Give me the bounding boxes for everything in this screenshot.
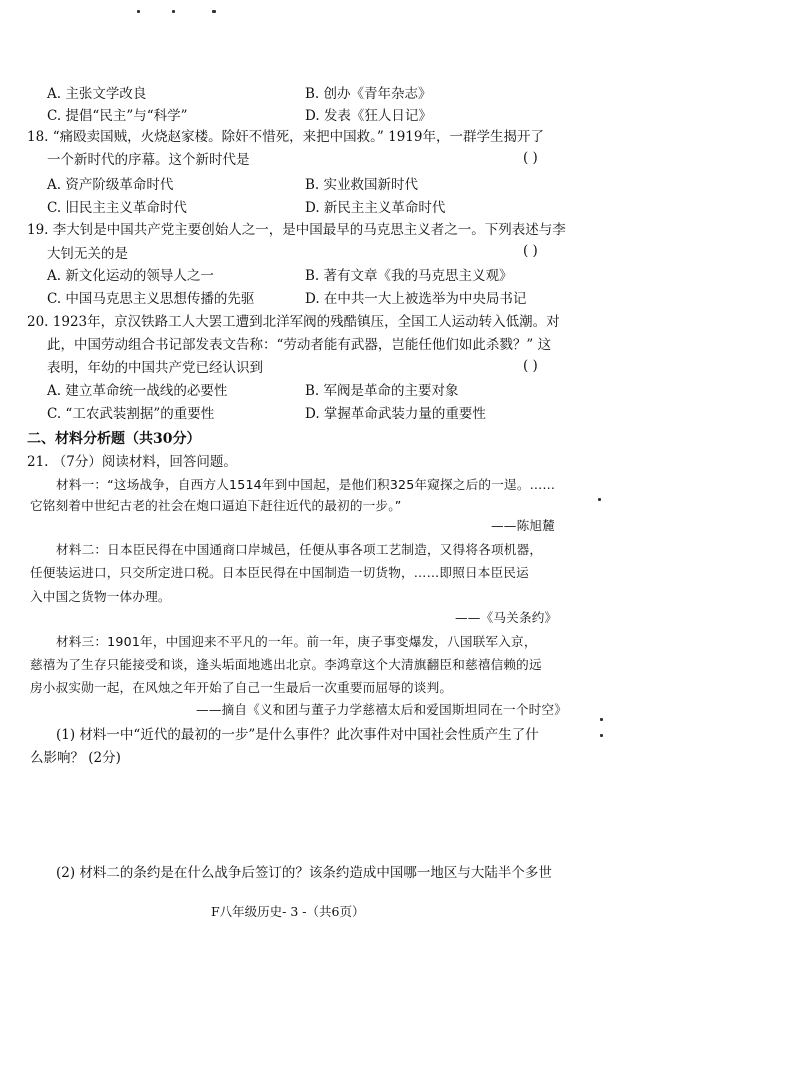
q18-option-b: B. 实业救国新时代 [305, 177, 419, 193]
q20-stem-line2: 此，中国劳动组合书记部发表文告称：“劳动者能有武器，岂能任他们如此杀戮？” 这 [47, 337, 552, 353]
q19-option-b: B. 著有文章《我的马克思主义观》 [305, 268, 513, 284]
material-2-source: ——《马关条约》 [455, 610, 558, 625]
q20-option-c: C. “工农武装割据”的重要性 [47, 406, 215, 422]
material-3-line3: 房小叔实勋一起，在风烛之年开始了自己一生最后一次重要而屈辱的谈判。 [30, 680, 453, 695]
q17-option-b: B. 创办《青年杂志》 [305, 86, 432, 102]
section-heading: 二、材料分析题（共30分） [27, 431, 201, 447]
page-footer: F八年级历史- 3 -（共6页） [211, 904, 365, 919]
q18-answer-bracket: ( ) [523, 150, 538, 166]
q19-option-c: C. 中国马克思主义思想传播的先驱 [47, 291, 255, 307]
scan-speck [600, 718, 603, 721]
material-1-line1: 材料一：“这场战争，自西方人1514年到中国起，是他们积325年窥探之后的一逞。…… [56, 477, 556, 492]
q19-answer-bracket: ( ) [523, 243, 538, 259]
scan-speck [172, 10, 175, 13]
q18-option-a: A. 资产阶级革命时代 [47, 177, 174, 193]
q17-option-d: D. 发表《狂人日记》 [305, 108, 432, 124]
q20-option-b: B. 军阀是革命的主要对象 [305, 383, 459, 399]
material-2-line1: 材料二：日本臣民得在中国通商口岸城邑，任便从事各项工艺制造，又得将各项机器， [56, 542, 543, 557]
q19-option-a: A. 新文化运动的领导人之一 [47, 268, 214, 284]
q20-stem-line1: 20. 1923年，京汉铁路工人大罢工遭到北洋军阀的残酷镇压，全国工人运动转入低潮。对 [27, 314, 560, 330]
q17-option-a: A. 主张文学改良 [47, 86, 147, 102]
material-2-line2: 任便装运进口，只交所定进口税。日本臣民得在中国制造一切货物，……即照日本臣民运 [30, 565, 529, 580]
q18-stem-line2: 一个新时代的序幕。这个新时代是 [47, 152, 250, 168]
q20-option-d: D. 掌握革命武装力量的重要性 [305, 406, 486, 422]
q20-answer-bracket: ( ) [523, 358, 538, 374]
q18-option-c: C. 旧民主主义革命时代 [47, 200, 187, 216]
q20-option-a: A. 建立革命统一战线的必要性 [47, 383, 228, 399]
scan-speck [600, 734, 603, 737]
q19-stem-line1: 19. 李大钊是中国共产党主要创始人之一，是中国最早的马克思主义者之一。下列表述与李 [27, 222, 566, 238]
q20-stem-line3: 表明，年幼的中国共产党已经认识到 [47, 360, 263, 376]
scan-speck [212, 10, 216, 13]
q19-option-d: D. 在中共一大上被选举为中央局书记 [305, 291, 527, 307]
q21-sub1-line2: 么影响？ (2分) [30, 750, 121, 766]
q21-sub1-line1: (1) 材料一中“近代的最初的一步”是什么事件？此次事件对中国社会性质产生了什 [56, 727, 539, 743]
material-1-source: ——陈旭麓 [491, 518, 555, 533]
material-1-line2: 它铭刻着中世纪古老的社会在炮口逼迫下赶往近代的最初的一步。” [30, 498, 402, 513]
q17-option-c: C. 提倡“民主”与“科学” [47, 108, 188, 124]
q19-stem-line2: 大钊无关的是 [47, 246, 128, 262]
material-3-source: ——摘自《义和团与董子力学慈禧太后和爱国斯坦同在一个时空》 [196, 702, 568, 717]
q18-option-d: D. 新民主主义革命时代 [305, 200, 446, 216]
scan-speck [598, 498, 601, 501]
material-3-line1: 材料三：1901年，中国迎来不平凡的一年。前一年，庚子事变爆发，八国联军入京， [56, 634, 537, 649]
material-2-line3: 入中国之货物一体办理。 [30, 589, 171, 604]
q18-stem-line1: 18. “痛殴卖国贼，火烧赵家楼。除奸不惜死，来把中国救。” 1919年，一群学生揭开了 [27, 129, 544, 145]
q21-sub2-line1: (2) 材料二的条约是在什么战争后签订的？该条约造成中国哪一地区与大陆半个多世 [56, 865, 552, 881]
q21-intro: 21. （7分）阅读材料，回答问题。 [27, 454, 237, 470]
material-3-line2: 慈禧为了生存只能接受和谈，逢头垢面地逃出北京。李鸿章这个大清旗翻臣和慈禧信赖的远 [30, 657, 542, 672]
scan-speck [137, 10, 140, 13]
